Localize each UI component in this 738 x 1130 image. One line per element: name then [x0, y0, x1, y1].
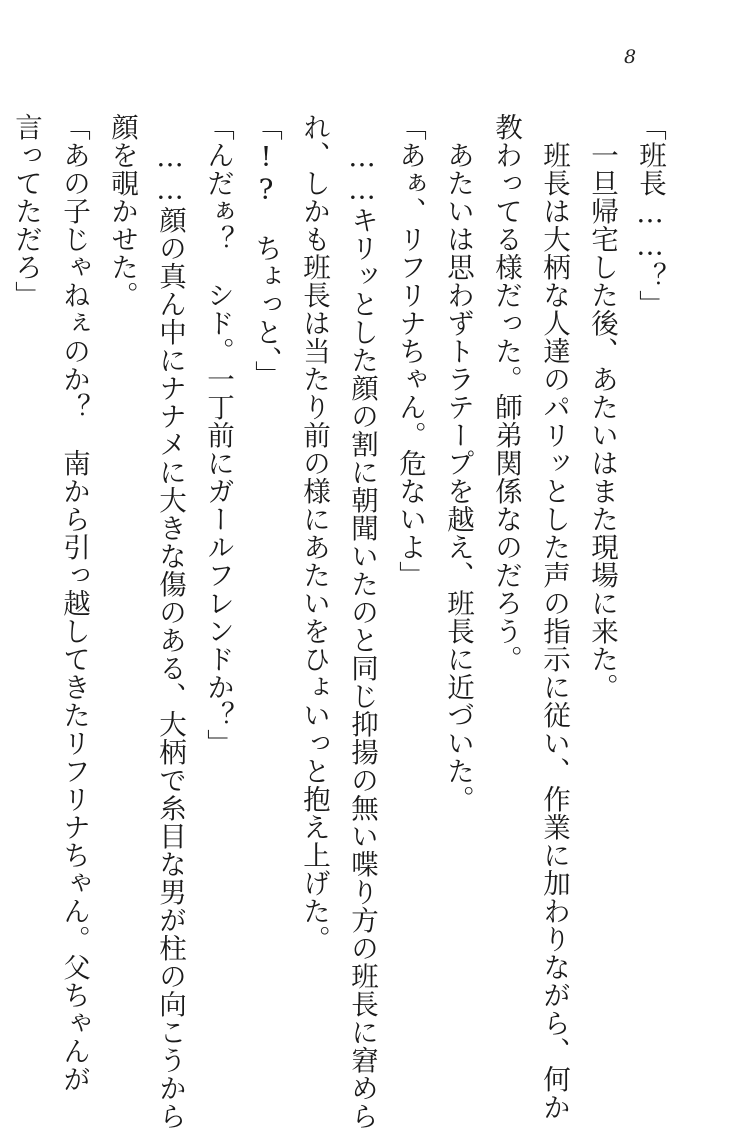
text-line: 「あの子じゃねぇのか？ 南から引っ越してきたリフリナちゃん。父ちゃんが [58, 113, 90, 1093]
text-line: 言ってただろ」 [10, 113, 42, 309]
page-number: 8 [624, 46, 637, 68]
text-line: 「班長……？」 [634, 113, 666, 318]
text-line: 「あぁ、リフリナちゃん。危ないよ」 [394, 113, 426, 589]
text-line: 班長は大柄な人達のパリッとした声の指示に従い、作業に加わりながら、何か [538, 113, 570, 1121]
text-line: ……キリッとした顔の割に朝聞いたのと同じ抑揚の無い喋り方の班長に窘めら [346, 113, 378, 1130]
text-line: 教わってる様だった。師弟関係なのだろう。 [490, 113, 522, 673]
text-line: ……顔の真ん中にナナメに大きな傷のある、大柄で糸目な男が柱の向こうから [154, 113, 186, 1130]
vertical-text-body [0, 113, 674, 1130]
text-line: あたいは思わずトラテープを越え、班長に近づいた。 [442, 113, 474, 813]
text-line [0, 113, 2, 973]
text-line: れ、しかも班長は当たり前の様にあたいをひょいっと抱え上げた。 [298, 113, 330, 953]
text-line: 「!? ちょっと、」 [250, 113, 282, 389]
text-line: 一旦帰宅した後、あたいはまた現場に来た。 [586, 113, 618, 701]
text-line: 「んだぁ？ シド。一丁前にガールフレンドか？」 [202, 113, 234, 757]
text-line: 顔を覗かせた。 [106, 113, 138, 309]
